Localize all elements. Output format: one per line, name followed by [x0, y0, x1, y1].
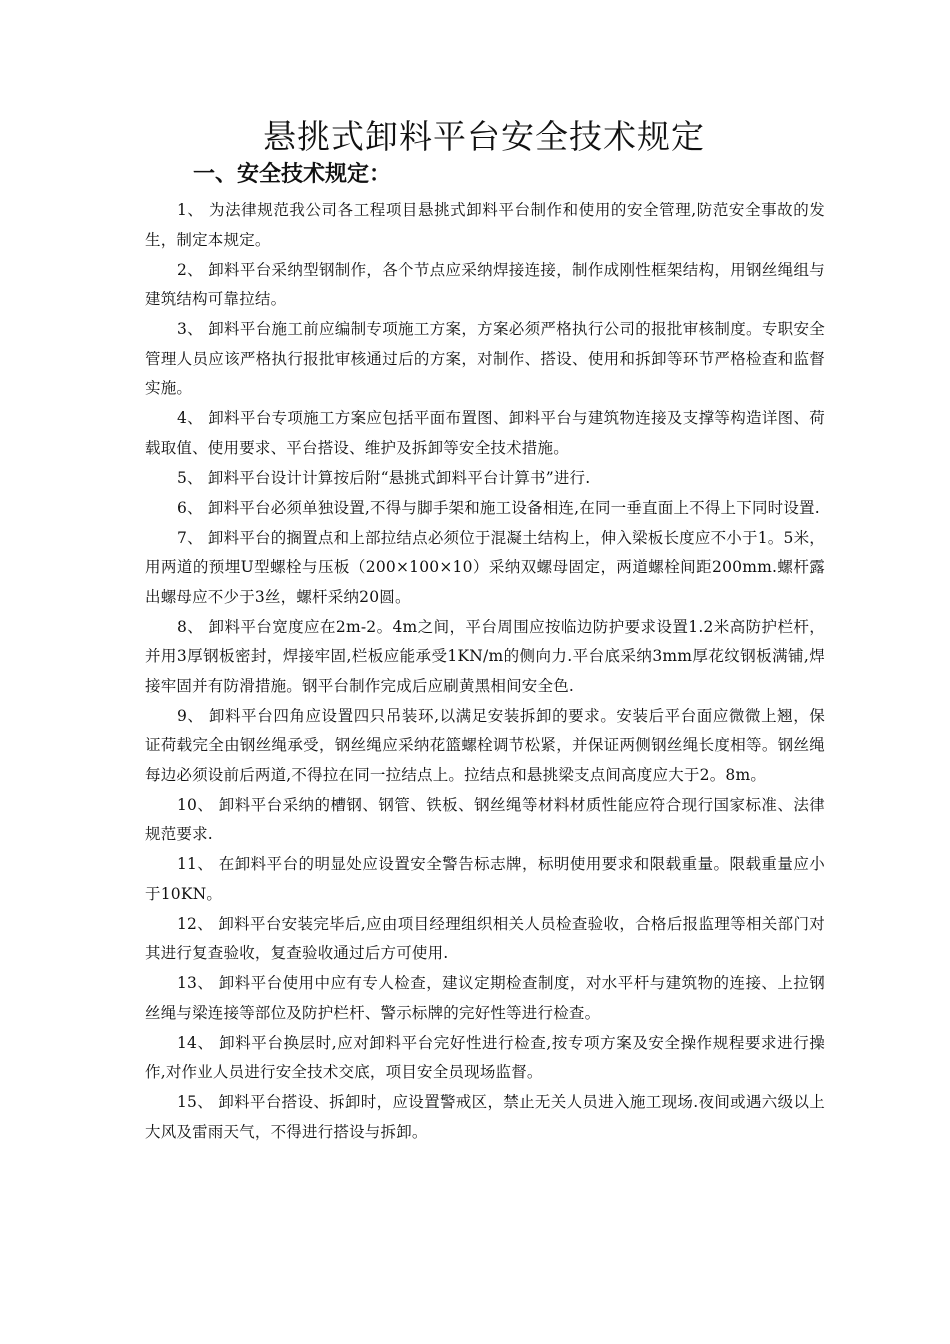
paragraph-14: 14、 卸料平台换层时,应对卸料平台完好性进行检查,按专项方案及安全操作规程要求进行操作,对作业人员进行安全技术交底，项目安全员现场监督。 [145, 1033, 825, 1081]
paragraph-9: 9、 卸料平台四角应设置四只吊装环,以满足安装拆卸的要求。安装后平台面应微微上翘，保证荷载完全由钢丝绳承受，钢丝绳应采纳花篮螺栓调节松紧，并保证两侧钢丝绳长度相等。钢丝绳每边必须设前后两道,不得拉在同一拉结点上。拉结点和悬挑梁支点间高度应大于2。8m。 [145, 706, 825, 784]
document-title: 悬挑式卸料平台安全技术规定 [263, 117, 705, 156]
paragraph-4: 4、 卸料平台专项施工方案应包括平面布置图、卸料平台与建筑物连接及支撑等构造详图、荷载取值、使用要求、平台搭设、维护及拆卸等安全技术措施。 [145, 409, 825, 457]
section-heading: 一、安全技术规定： [193, 161, 392, 187]
paragraph-11: 11、 在卸料平台的明显处应设置安全警告标志牌，标明使用要求和限载重量。限载重量应小于10KN。 [145, 855, 825, 903]
paragraph-13: 13、 卸料平台使用中应有专人检查，建议定期检查制度，对水平杆与建筑物的连接、上拉钢丝绳与梁连接等部位及防护栏杆、警示标牌的完好性等进行检查。 [145, 974, 825, 1022]
paragraph-6: 6、 卸料平台必须单独设置,不得与脚手架和施工设备相连,在同一垂直面上不得上下同时设置. [177, 498, 820, 517]
paragraph-8: 8、 卸料平台宽度应在2m-2。4m之间，平台周围应按临边防护要求设置1.2米高防护栏杆，并用3厚钢板密封，焊接牢固,栏板应能承受1KN/m的侧向力.平台底采纳3mm厚花纹钢板满铺,焊接牢固并有防滑措施。钢平台制作完成后应刷黄黑相间安全色. [145, 617, 825, 695]
paragraph-10: 10、 卸料平台采纳的槽钢、钢管、铁板、钢丝绳等材料材质性能应符合现行国家标准、法律规范要求. [145, 795, 825, 843]
paragraph-15: 15、 卸料平台搭设、拆卸时，应设置警戒区，禁止无关人员进入施工现场.夜间或遇六级以上大风及雷雨天气，不得进行搭设与拆卸。 [145, 1093, 825, 1141]
paragraph-1: 1、 为法律规范我公司各工程项目悬挑式卸料平台制作和使用的安全管理,防范安全事故的发生，制定本规定。 [145, 201, 825, 249]
paragraph-3: 3、 卸料平台施工前应编制专项施工方案，方案必须严格执行公司的报批审核制度。专职安全管理人员应该严格执行报批审核通过后的方案，对制作、搭设、使用和拆卸等环节严格检查和监督实施。 [145, 320, 825, 397]
paragraph-2: 2、 卸料平台采纳型钢制作，各个节点应采纳焊接连接，制作成刚性框架结构，用钢丝绳组与建筑结构可靠拉结。 [145, 260, 825, 308]
document-body [145, 196, 825, 1148]
paragraph-7: 7、 卸料平台的搁置点和上部拉结点必须位于混凝土结构上，伸入梁板长度应不小于1。5米，用两道的预埋U型螺栓与压板（200×100×10）采纳双螺母固定，两道螺栓间距200mm.螺杆露出螺母应不少于3丝，螺杆采纳20圆。 [145, 528, 825, 606]
paragraph-5: 5、 卸料平台设计计算按后附“悬挑式卸料平台计算书”进行. [177, 468, 591, 487]
paragraph-12: 12、 卸料平台安装完毕后,应由项目经理组织相关人员检查验收，合格后报监理等相关部门对其进行复查验收，复查验收通过后方可使用. [145, 914, 825, 962]
